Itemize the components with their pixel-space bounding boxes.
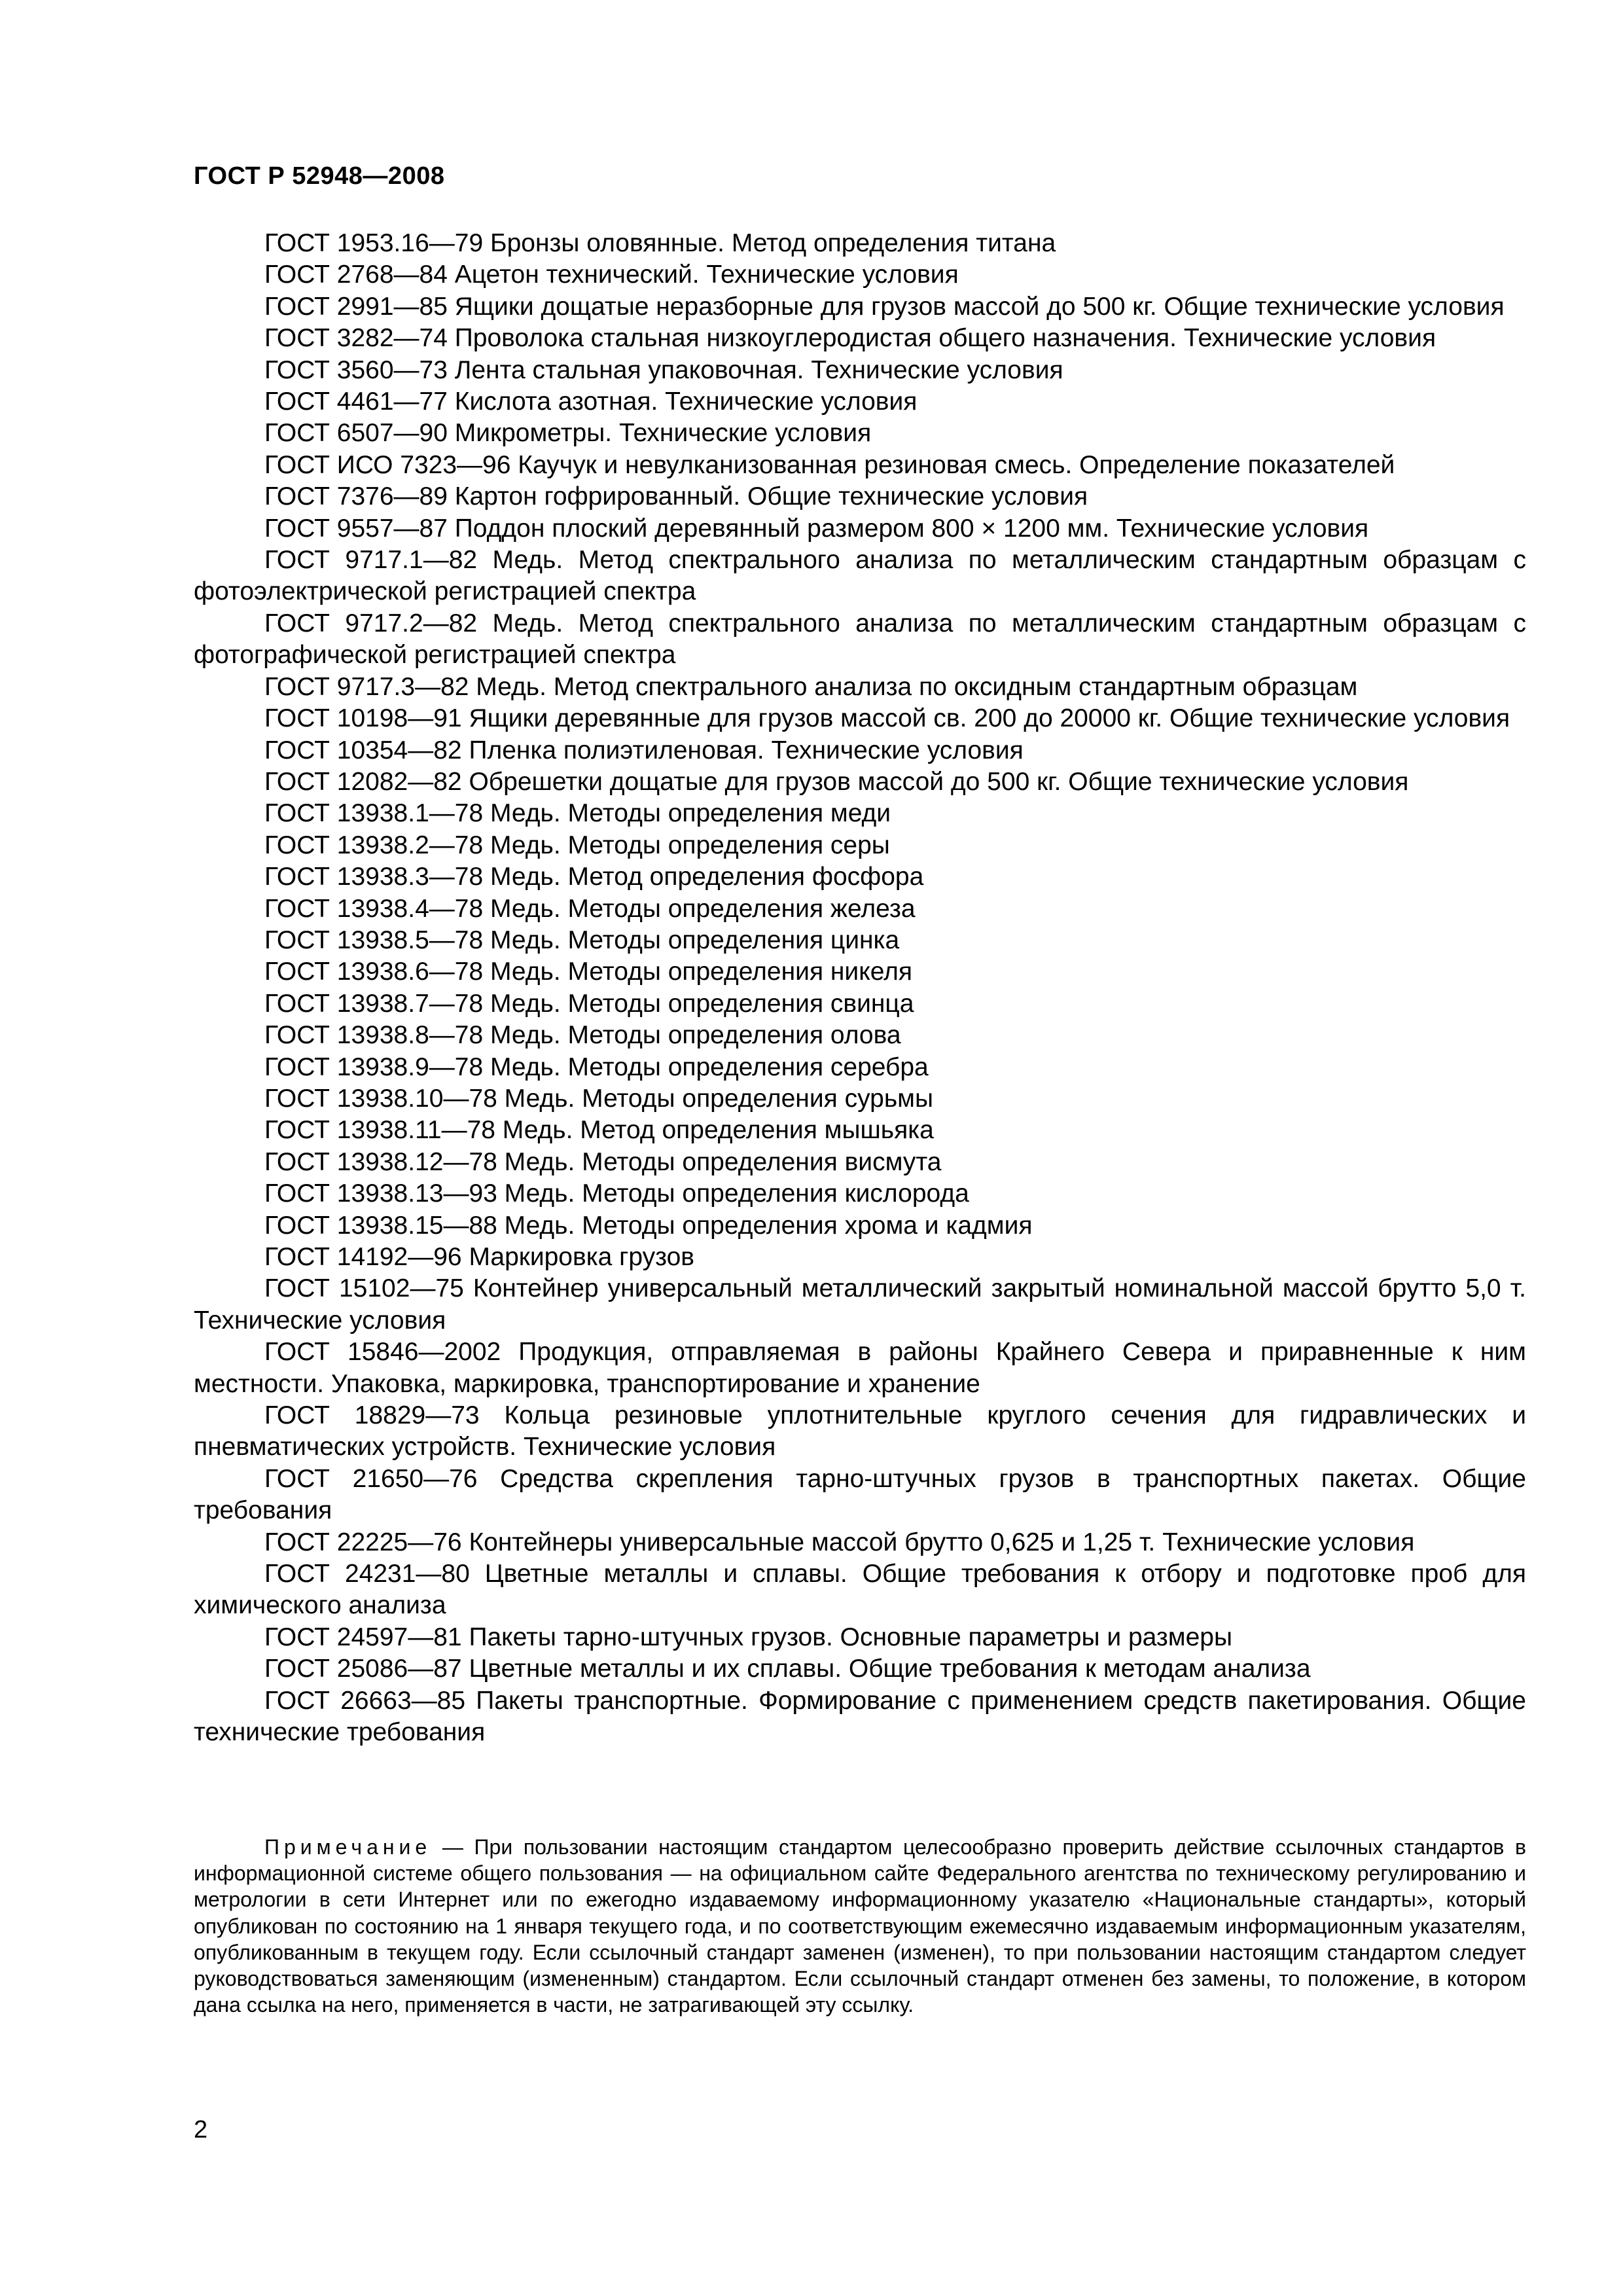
reference-item: ГОСТ 13938.6—78 Медь. Методы определения никеля xyxy=(264,958,912,986)
reference-item: ГОСТ 13938.15—88 Медь. Методы определения хрома и кадмия xyxy=(264,1211,1033,1240)
reference-item: ГОСТ 13938.5—78 Медь. Методы определения цинка xyxy=(264,925,900,954)
reference-item: ГОСТ 3560—73 Лента стальная упаковочная. Технические условия xyxy=(264,355,1063,384)
reference-item: ГОСТ 13938.7—78 Медь. Методы определения свинца xyxy=(264,989,914,1018)
note-paragraph xyxy=(194,1834,1526,2018)
reference-item: ГОСТ 13938.2—78 Медь. Методы определения серы xyxy=(264,831,890,859)
reference-item: ГОСТ 9717.1—82 Медь. Метод спектрального анализа по металлическим стандартным образцам с фотоэлектрической регистрацией спектра xyxy=(194,546,1526,606)
reference-item: ГОСТ 1953.16—79 Бронзы оловянные. Метод определения титана xyxy=(264,229,1056,257)
reference-item: ГОСТ 2991—85 Ящики дощатые неразборные для грузов массой до 500 кг. Общие технические условия xyxy=(264,292,1505,321)
reference-item: ГОСТ 13938.3—78 Медь. Метод определения фосфора xyxy=(264,863,924,891)
normative-references-list xyxy=(194,228,1526,1749)
reference-item: ГОСТ 22225—76 Контейнеры универсальные массой брутто 0,625 и 1,25 т. Технические условия xyxy=(264,1528,1415,1556)
reference-item: ГОСТ 18829—73 Кольца резиновые уплотнительные круглого сечения для гидравлических и пневматических устройств. Технические условия xyxy=(194,1401,1526,1462)
reference-item: ГОСТ 13938.13—93 Медь. Методы определения кислорода xyxy=(264,1179,969,1208)
reference-item: ГОСТ 13938.9—78 Медь. Методы определения серебра xyxy=(264,1052,929,1081)
reference-item: ГОСТ 10354—82 Пленка полиэтиленовая. Технические условия xyxy=(264,736,1024,764)
reference-item: ГОСТ 13938.8—78 Медь. Методы определения олова xyxy=(264,1021,901,1050)
reference-item: ГОСТ 14192—96 Маркировка грузов xyxy=(264,1243,694,1271)
reference-item: ГОСТ 26663—85 Пакеты транспортные. Формирование с применением средств пакетирования. Общие технические требования xyxy=(194,1686,1526,1747)
reference-item: ГОСТ 3282—74 Проволока стальная низкоуглеродистая общего назначения. Технические условия xyxy=(264,324,1436,353)
reference-item: ГОСТ 9717.3—82 Медь. Метод спектрального анализа по оксидным стандартным образцам xyxy=(264,672,1358,701)
reference-item: ГОСТ 24597—81 Пакеты тарно-штучных грузов. Основные параметры и размеры xyxy=(264,1623,1232,1651)
reference-item: ГОСТ 13938.12—78 Медь. Методы определения висмута xyxy=(264,1147,942,1176)
reference-item: ГОСТ 12082—82 Обрешетки дощатые для грузов массой до 500 кг. Общие технические условия xyxy=(264,767,1409,796)
reference-item: ГОСТ 10198—91 Ящики деревянные для грузов массой св. 200 до 20000 кг. Общие технические условия xyxy=(264,704,1510,733)
reference-item: ГОСТ 13938.10—78 Медь. Методы определения сурьмы xyxy=(264,1084,933,1113)
note-text: — При пользовании настоящим стандартом целесообразно проверить действие ссылочных стандартов в информационной системе общего пользования — на официальном сайте Федерального агентства по техническому регулированию и метрологии в сети Интернет или по ежегодно издаваемому информационному указателю «Национальные стандарты», который опубликован по состоянию на 1 января текущего года, и по соответствующим ежемесячно издаваемым информационным указателям, опубликованным в текущем году. Если ссылочный стандарт заменен (изменен), то при пользовании настоящим стандартом следует руководствоваться заменяющим (измененным) стандартом. Если ссылочный стандарт отменен без замены, то положение, в котором дана ссылка на него, применяется в части, не затрагивающей эту ссылку. xyxy=(194,1835,1527,2017)
reference-item: ГОСТ 13938.1—78 Медь. Методы определения меди xyxy=(264,799,891,828)
reference-item: ГОСТ 25086—87 Цветные металлы и их сплавы. Общие требования к методам анализа xyxy=(264,1655,1311,1683)
reference-item: ГОСТ 9557—87 Поддон плоский деревянный размером 800 × 1200 мм. Технические условия xyxy=(264,514,1369,543)
reference-item: ГОСТ 9717.2—82 Медь. Метод спектрального анализа по металлическим стандартным образцам с фотографической регистрацией спектра xyxy=(194,609,1526,670)
note-label: Примечание xyxy=(264,1835,432,1859)
reference-item: ГОСТ 13938.4—78 Медь. Методы определения железа xyxy=(264,894,916,923)
reference-item: ГОСТ ИСО 7323—96 Каучук и невулканизованная резиновая смесь. Определение показателей xyxy=(264,450,1395,479)
reference-item: ГОСТ 15846—2002 Продукция, отправляемая в районы Крайнего Севера и приравненные к ним местности. Упаковка, маркировка, транспортирование и хранение xyxy=(194,1338,1526,1398)
reference-item: ГОСТ 6507—90 Микрометры. Технические условия xyxy=(264,419,872,448)
reference-item: ГОСТ 24231—80 Цветные металлы и сплавы. Общие требования к отбору и подготовке проб для химического анализа xyxy=(194,1560,1526,1620)
reference-item: ГОСТ 15102—75 Контейнер универсальный металлический закрытый номинальной массой брутто 5,0 т. Технические условия xyxy=(194,1274,1526,1335)
reference-item: ГОСТ 13938.11—78 Медь. Метод определения мышьяка xyxy=(264,1116,934,1145)
document-header: ГОСТ Р 52948—2008 xyxy=(194,162,445,190)
reference-item: ГОСТ 7376—89 Картон гофрированный. Общие технические условия xyxy=(264,482,1088,511)
page-number: 2 xyxy=(194,2116,208,2144)
reference-item: ГОСТ 4461—77 Кислота азотная. Технические условия xyxy=(264,387,918,416)
reference-item: ГОСТ 21650—76 Средства скрепления тарно-штучных грузов в транспортных пакетах. Общие требования xyxy=(194,1464,1526,1525)
reference-item: ГОСТ 2768—84 Ацетон технический. Технические условия xyxy=(264,260,959,289)
